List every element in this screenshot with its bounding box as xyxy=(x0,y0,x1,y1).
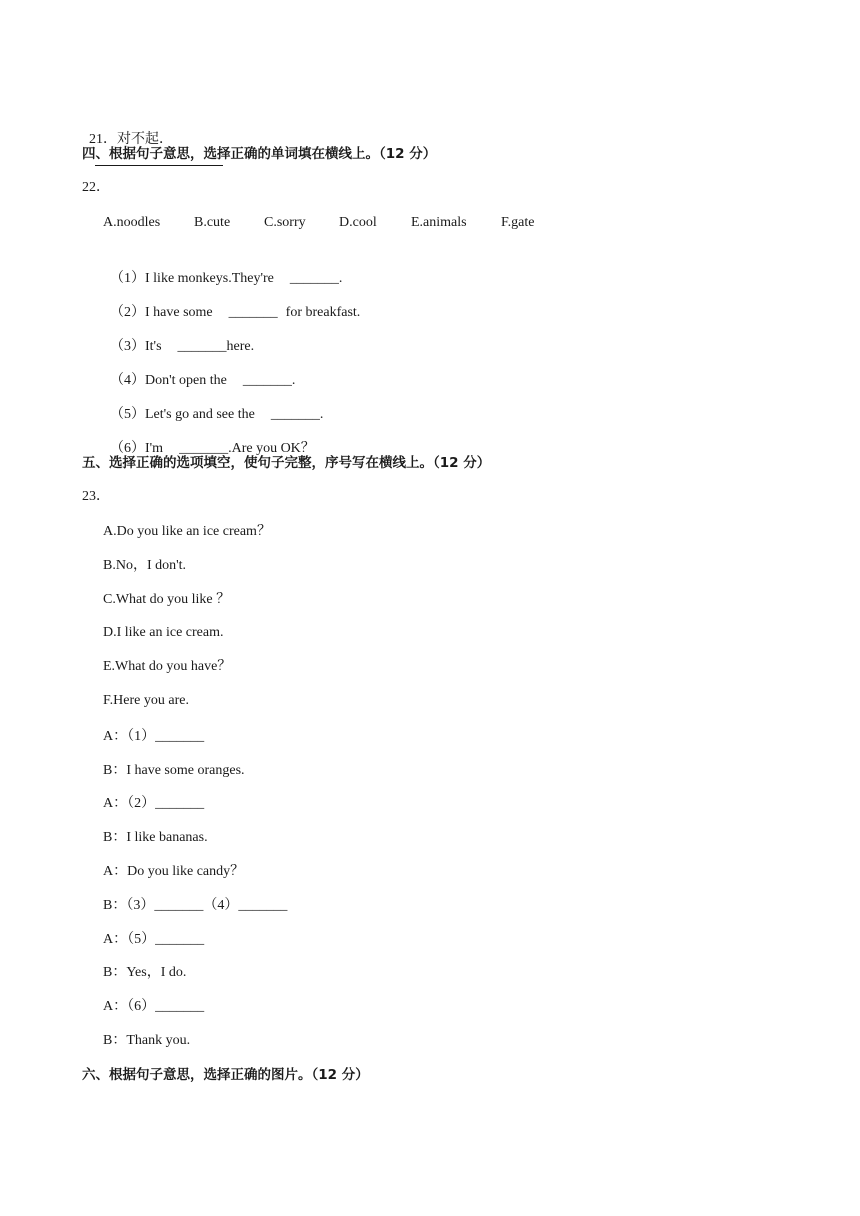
item-text-after: . xyxy=(319,407,324,422)
item-text: I have some xyxy=(145,305,213,320)
question-21-label: 21．对不起． xyxy=(89,132,173,147)
dialogue-line[interactable]: A：（2）_______ xyxy=(103,796,205,811)
dialogue-line: B：I like bananas. xyxy=(103,830,208,845)
dialogue-line: B：Yes，I do. xyxy=(103,965,187,980)
item-number: （1） xyxy=(110,271,145,286)
item-text-after: . xyxy=(291,373,296,388)
option-f: F.gate xyxy=(501,215,535,230)
dialogue-line[interactable]: B：（3）_______（4）_______ xyxy=(103,898,288,913)
section-5-heading: 五、选择正确的选项填空，使句子完整，序号写在横线上。（12 分） xyxy=(82,455,491,471)
item-text-after: . xyxy=(338,271,343,286)
option-c: C.sorry xyxy=(264,215,306,230)
answer-blank[interactable]: _______ xyxy=(289,271,339,286)
option-f: F.Here you are. xyxy=(103,693,189,708)
item-number: （3） xyxy=(110,339,145,354)
item-text: Let's go and see the xyxy=(145,407,255,422)
dialogue-line: B：Thank you. xyxy=(103,1033,191,1048)
item-number: （2） xyxy=(110,305,145,320)
answer-blank[interactable]: _______ xyxy=(270,407,320,422)
dialogue-line: B：I have some oranges. xyxy=(103,763,245,778)
item-text: I'm xyxy=(145,441,164,456)
answer-blank[interactable]: _______ xyxy=(179,441,229,456)
item-text-after: .Are you OK？ xyxy=(228,441,315,456)
item-number: （6） xyxy=(110,441,145,456)
option-a: A.noodles xyxy=(103,215,161,230)
option-d: D.I like an ice cream. xyxy=(103,625,224,640)
dialogue-line[interactable]: A：（6）_______ xyxy=(103,999,205,1014)
question-22-number: 22． xyxy=(82,180,110,195)
answer-blank[interactable]: _______ xyxy=(177,339,227,354)
dialogue-line: A：Do you like candy？ xyxy=(103,864,245,879)
dialogue-line[interactable]: A：（1）_______ xyxy=(103,729,205,744)
item-text: I like monkeys.They're xyxy=(145,271,274,286)
item-text-after: for breakfast. xyxy=(285,305,361,320)
option-a: A.Do you like an ice cream？ xyxy=(103,524,271,539)
option-d: D.cool xyxy=(339,215,377,230)
option-e: E.animals xyxy=(411,215,467,230)
answer-blank[interactable]: _______ xyxy=(228,305,278,320)
question-23-number: 23． xyxy=(82,489,110,504)
option-e: E.What do you have？ xyxy=(103,659,232,674)
item-text: Don't open the xyxy=(145,373,227,388)
option-c: C.What do you like ？ xyxy=(103,592,231,607)
item-text: It's xyxy=(145,339,162,354)
option-b: B.No，I don't. xyxy=(103,558,187,573)
item-number: （4） xyxy=(110,373,145,388)
item-text-after: here. xyxy=(226,339,255,354)
item-number: （5） xyxy=(110,407,145,422)
section-4-heading: 四、根据句子意思，选择正确的单词填在横线上。（12 分） xyxy=(82,146,437,162)
option-b: B.cute xyxy=(194,215,231,230)
dialogue-line[interactable]: A：（5）_______ xyxy=(103,932,205,947)
answer-blank[interactable]: _______ xyxy=(242,373,292,388)
section-6-heading: 六、根据句子意思，选择正确的图片。（12 分） xyxy=(82,1067,369,1083)
